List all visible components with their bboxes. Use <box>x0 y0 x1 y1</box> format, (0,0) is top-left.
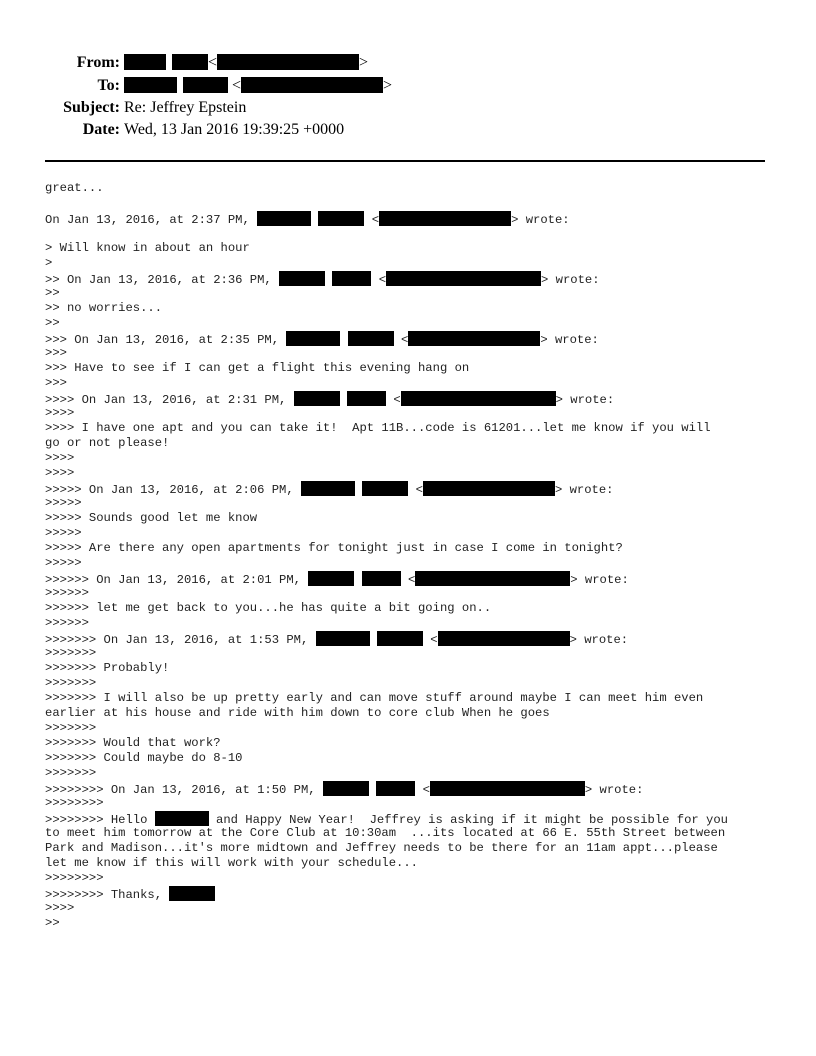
date-value: Wed, 13 Jan 2016 19:39:25 +0000 <box>124 121 345 138</box>
body-line: >>> <box>45 346 67 360</box>
body-line: >>>>>>>> Thanks, <box>45 886 785 901</box>
body-line: Park and Madison...it's more midtown and Jeffrey needs to be there for an 11am appt...please <box>45 841 718 855</box>
redaction-block <box>348 331 394 346</box>
body-line: >>>>>> <box>45 586 89 600</box>
email-body <box>45 181 785 931</box>
body-line: >>>>>> let me get back to you...he has quite a bit going on.. <box>45 601 492 615</box>
body-line: >>>>>>> Would that work? <box>45 736 221 750</box>
body-line: >>>>>>> <box>45 721 97 735</box>
redaction-block <box>124 54 166 70</box>
header-divider <box>45 160 765 162</box>
redaction-block <box>124 77 177 93</box>
redaction-block <box>257 211 311 226</box>
body-line: >>>>> <box>45 556 82 570</box>
body-line: > Will know in about an hour <box>45 241 250 255</box>
body-line: >>>> I have one apt and you can take it! Apt 11B...code is 61201...let me know if you will <box>45 421 711 435</box>
redaction-block <box>183 77 228 93</box>
body-line: great... <box>45 181 104 195</box>
redaction-block <box>362 571 401 586</box>
body-line: >> <box>45 316 60 330</box>
body-line: >>>>>>> <box>45 646 97 660</box>
body-line: >>>>>>>> <box>45 796 104 810</box>
body-line: >>>>>> <box>45 616 89 630</box>
redaction-block <box>377 631 423 646</box>
redaction-block <box>379 211 511 226</box>
redaction-block <box>155 811 209 826</box>
quote-attribution: >>>> On Jan 13, 2016, at 2:31 PM, < > wrote: <box>45 393 615 407</box>
body-line: >>>>>>> <box>45 676 97 690</box>
redaction-block <box>376 781 415 796</box>
redaction-block <box>362 481 408 496</box>
body-line: go or not please! <box>45 436 170 450</box>
body-line: >>>>>>> Probably! <box>45 661 170 675</box>
date-label: Date: <box>82 121 120 138</box>
redaction-block <box>241 77 383 93</box>
body-line: >>>>>>>> <box>45 871 104 885</box>
redaction-block <box>308 571 354 586</box>
redaction-block <box>172 54 208 70</box>
from-label: From: <box>76 54 120 71</box>
body-line: let me know if this will work with your schedule... <box>45 856 418 870</box>
to-value: < > <box>124 76 392 95</box>
body-line: >> <box>45 916 60 930</box>
body-line: >>>>>>> Could maybe do 8-10 <box>45 751 243 765</box>
body-line: >>> <box>45 376 67 390</box>
redaction-block <box>401 391 556 406</box>
quote-attribution: On Jan 13, 2016, at 2:37 PM, < > wrote: <box>45 213 570 227</box>
subject-label: Subject: <box>63 99 120 116</box>
redaction-block <box>423 481 555 496</box>
body-line: >>>>>>> <box>45 766 97 780</box>
body-line: to meet him tomorrow at the Core Club at 10:30am ...its located at 66 E. 55th Street between <box>45 826 726 840</box>
body-line: >>>> <box>45 406 75 420</box>
redaction-block <box>217 54 359 70</box>
redaction-block <box>347 391 386 406</box>
redaction-block <box>332 271 371 286</box>
redaction-block <box>279 271 325 286</box>
quote-attribution: >> On Jan 13, 2016, at 2:36 PM, < > wrote: <box>45 273 600 287</box>
quote-attribution: >>> On Jan 13, 2016, at 2:35 PM, < > wrote: <box>45 333 599 347</box>
redaction-block <box>323 781 369 796</box>
body-line: >>>> <box>45 451 75 465</box>
from-value: < > <box>124 53 368 72</box>
quote-attribution: >>>>> On Jan 13, 2016, at 2:06 PM, < > wrote: <box>45 483 614 497</box>
body-line: >>>> <box>45 466 75 480</box>
quote-attribution: >>>>>> On Jan 13, 2016, at 2:01 PM, < > wrote: <box>45 573 629 587</box>
body-line: >>>>>>>> Hello and Happy New Year! Jeffrey is asking if it might be possible for you <box>45 813 728 827</box>
body-line: > <box>45 256 53 270</box>
body-line: >>>>> <box>45 526 82 540</box>
redaction-block <box>415 571 570 586</box>
redaction-block <box>430 781 585 796</box>
subject-value: Re: Jeffrey Epstein <box>124 99 247 116</box>
to-label: To: <box>97 77 120 94</box>
quote-attribution: >>>>>>>> On Jan 13, 2016, at 1:50 PM, < > wrote: <box>45 783 644 797</box>
body-line: >>>> <box>45 901 75 915</box>
redaction-block <box>316 631 370 646</box>
redaction-block <box>301 481 355 496</box>
body-line: >>>>> Sounds good let me know <box>45 511 258 525</box>
body-line: >>>>> <box>45 496 82 510</box>
redaction-block <box>286 331 340 346</box>
body-line: >>> Have to see if I can get a flight this evening hang on <box>45 361 470 375</box>
body-line: >>>>>>> I will also be up pretty early and can move stuff around maybe I can meet him even <box>45 691 704 705</box>
quote-attribution: >>>>>>> On Jan 13, 2016, at 1:53 PM, < > wrote: <box>45 633 629 647</box>
redaction-block <box>318 211 364 226</box>
redaction-block <box>408 331 540 346</box>
body-line: >> no worries... <box>45 301 163 315</box>
redaction-block <box>438 631 570 646</box>
redaction-block <box>169 886 215 901</box>
redaction-block <box>294 391 340 406</box>
body-line: >> <box>45 286 60 300</box>
body-line: earlier at his house and ride with him down to core club When he goes <box>45 706 550 720</box>
email-header <box>0 53 816 143</box>
redaction-block <box>386 271 541 286</box>
body-line: >>>>> Are there any open apartments for tonight just in case I come in tonight? <box>45 541 623 555</box>
